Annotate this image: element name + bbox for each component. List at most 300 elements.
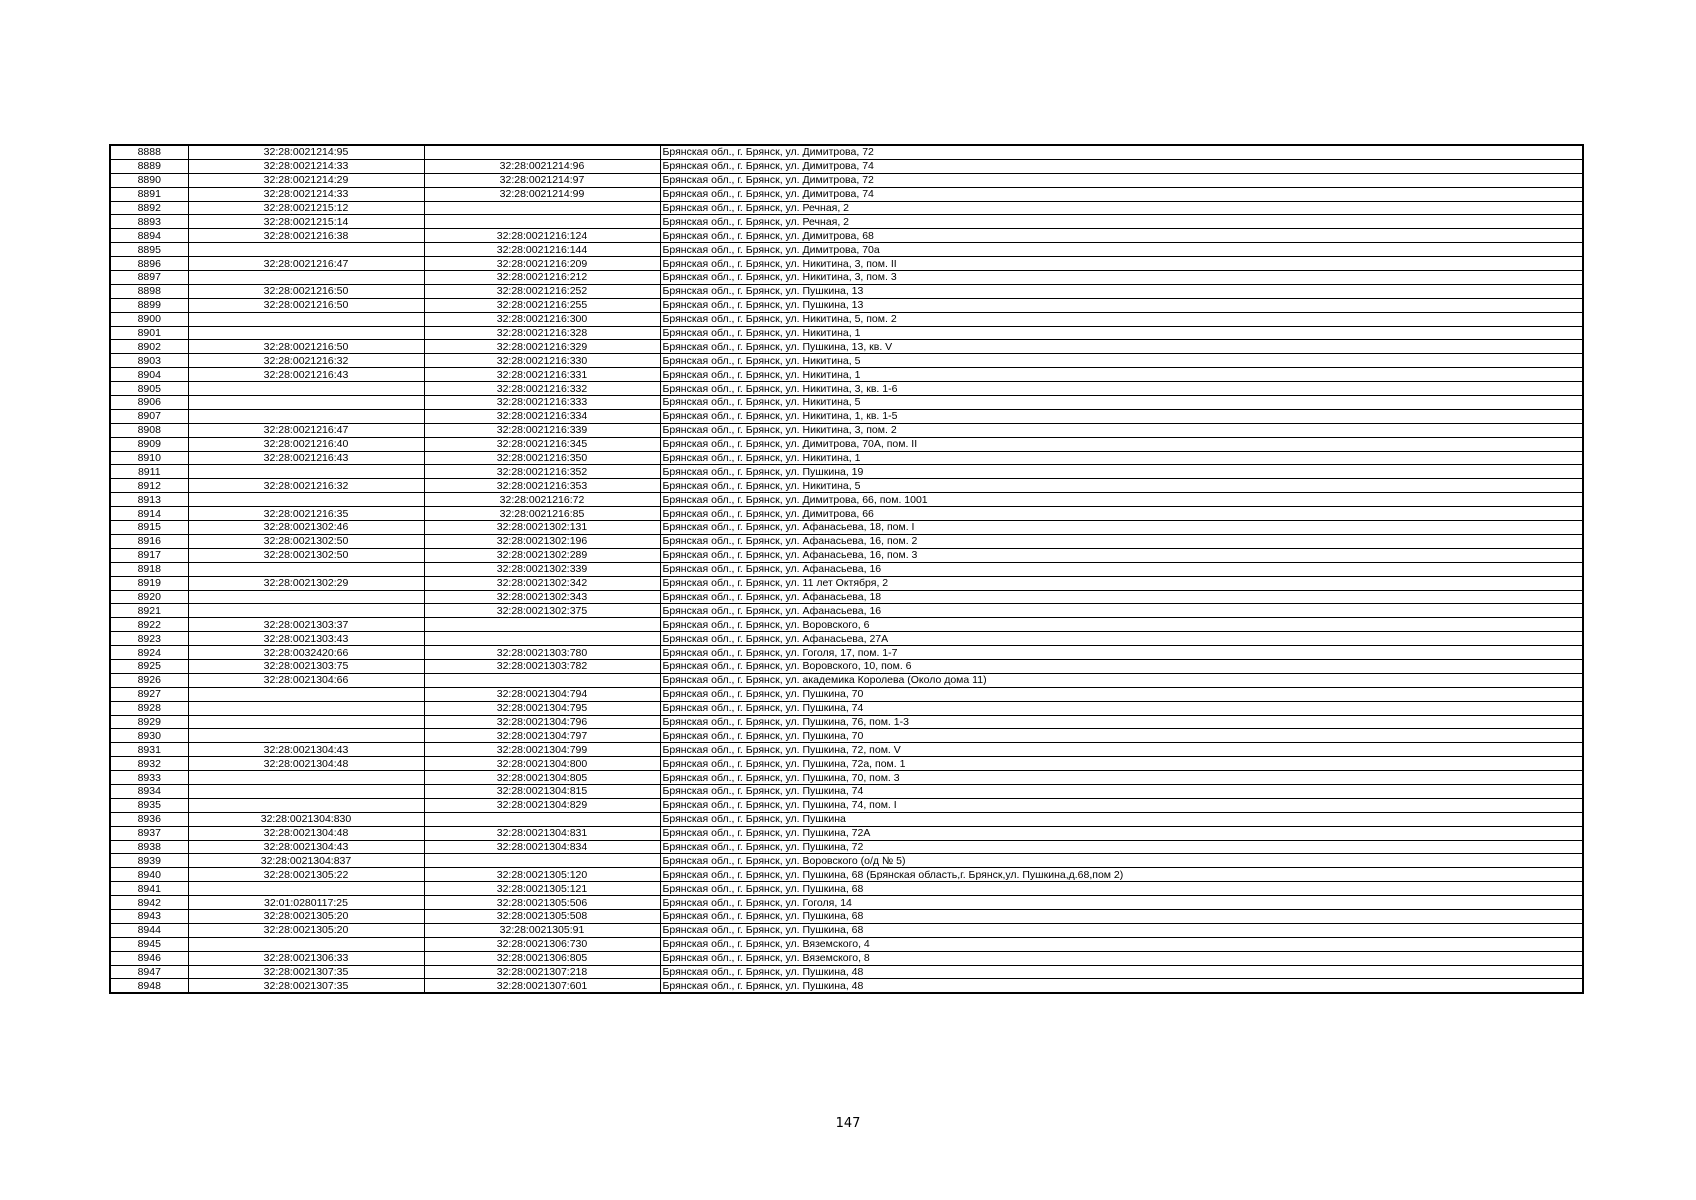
cadastral-number-object <box>424 201 660 215</box>
row-number: 8944 <box>110 923 188 937</box>
table-row <box>110 812 1583 826</box>
cadastral-number-land: 32:28:0021303:43 <box>188 632 424 646</box>
address: Брянская обл., г. Брянск, ул. Воровского, 6 <box>660 618 1583 632</box>
table-row <box>110 729 1583 743</box>
table-row <box>110 868 1583 882</box>
row-number: 8908 <box>110 423 188 437</box>
cadastral-number-land <box>188 729 424 743</box>
table-row <box>110 826 1583 840</box>
address: Брянская обл., г. Брянск, ул. Никитина, 5 <box>660 396 1583 410</box>
table-row <box>110 882 1583 896</box>
row-number: 8927 <box>110 687 188 701</box>
cadastral-number-land <box>188 562 424 576</box>
address: Брянская обл., г. Брянск, ул. Димитрова, 72 <box>660 173 1583 187</box>
row-number: 8913 <box>110 493 188 507</box>
cadastral-number-object: 32:28:0021302:196 <box>424 534 660 548</box>
table-row <box>110 257 1583 271</box>
table-row <box>110 396 1583 410</box>
cadastral-number-land: 32:28:0021305:20 <box>188 909 424 923</box>
table-row <box>110 243 1583 257</box>
table-row <box>110 548 1583 562</box>
cadastral-number-object: 32:28:0021304:799 <box>424 743 660 757</box>
cadastral-table <box>109 144 1584 994</box>
row-number: 8919 <box>110 576 188 590</box>
address: Брянская обл., г. Брянск, ул. Воровского, 10, пом. 6 <box>660 659 1583 673</box>
cadastral-number-land <box>188 687 424 701</box>
row-number: 8895 <box>110 243 188 257</box>
cadastral-number-object: 32:28:0021214:99 <box>424 187 660 201</box>
cadastral-number-land: 32:28:0021216:50 <box>188 298 424 312</box>
cadastral-number-land <box>188 243 424 257</box>
cadastral-number-object: 32:28:0021216:352 <box>424 465 660 479</box>
address: Брянская обл., г. Брянск, ул. Пушкина, 74 <box>660 784 1583 798</box>
table-row <box>110 465 1583 479</box>
cadastral-number-object: 32:28:0021216:212 <box>424 271 660 285</box>
table-row <box>110 909 1583 923</box>
cadastral-number-land <box>188 882 424 896</box>
table-row <box>110 618 1583 632</box>
cadastral-number-object: 32:28:0021305:91 <box>424 923 660 937</box>
row-number: 8947 <box>110 965 188 979</box>
row-number: 8936 <box>110 812 188 826</box>
cadastral-number-object: 32:28:0021214:96 <box>424 159 660 173</box>
address: Брянская обл., г. Брянск, ул. Афанасьева, 18 <box>660 590 1583 604</box>
cadastral-number-land: 32:28:0021216:40 <box>188 437 424 451</box>
cadastral-number-land <box>188 590 424 604</box>
table-row <box>110 965 1583 979</box>
table-row <box>110 951 1583 965</box>
table-row <box>110 632 1583 646</box>
table-row <box>110 937 1583 951</box>
cadastral-number-land <box>188 271 424 285</box>
row-number: 8890 <box>110 173 188 187</box>
table-row <box>110 298 1583 312</box>
address: Брянская обл., г. Брянск, ул. Пушкина, 13 <box>660 284 1583 298</box>
address: Брянская обл., г. Брянск, ул. Димитрова, 74 <box>660 159 1583 173</box>
cadastral-number-object: 32:28:0021216:334 <box>424 409 660 423</box>
row-number: 8918 <box>110 562 188 576</box>
cadastral-number-object: 32:28:0021304:834 <box>424 840 660 854</box>
address: Брянская обл., г. Брянск, ул. Пушкина, 48 <box>660 979 1583 993</box>
table-row <box>110 354 1583 368</box>
address: Брянская обл., г. Брянск, ул. Афанасьева, 16 <box>660 562 1583 576</box>
row-number: 8903 <box>110 354 188 368</box>
cadastral-number-object: 32:28:0021216:339 <box>424 423 660 437</box>
address: Брянская обл., г. Брянск, ул. Никитина, 1 <box>660 451 1583 465</box>
cadastral-number-object: 32:28:0021216:329 <box>424 340 660 354</box>
table-row <box>110 784 1583 798</box>
cadastral-number-land: 32:28:0021306:33 <box>188 951 424 965</box>
cadastral-number-object: 32:28:0021216:300 <box>424 312 660 326</box>
address: Брянская обл., г. Брянск, ул. академика Королева (Около дома 11) <box>660 673 1583 687</box>
row-number: 8925 <box>110 659 188 673</box>
cadastral-number-land: 32:28:0021304:830 <box>188 812 424 826</box>
cadastral-number-object: 32:28:0021304:805 <box>424 771 660 785</box>
address: Брянская обл., г. Брянск, ул. Димитрова, 66, пом. 1001 <box>660 493 1583 507</box>
cadastral-number-object: 32:28:0021304:796 <box>424 715 660 729</box>
address: Брянская обл., г. Брянск, ул. Пушкина, 68 <box>660 923 1583 937</box>
table-row <box>110 979 1583 993</box>
row-number: 8939 <box>110 854 188 868</box>
row-number: 8912 <box>110 479 188 493</box>
table-row <box>110 507 1583 521</box>
cadastral-number-object: 32:28:0021302:342 <box>424 576 660 590</box>
row-number: 8888 <box>110 145 188 159</box>
row-number: 8897 <box>110 271 188 285</box>
row-number: 8909 <box>110 437 188 451</box>
address: Брянская обл., г. Брянск, ул. Воровского (о/д № 5) <box>660 854 1583 868</box>
address: Брянская обл., г. Брянск, ул. Никитина, 3, пом. 2 <box>660 423 1583 437</box>
row-number: 8942 <box>110 896 188 910</box>
cadastral-number-object: 32:28:0021216:353 <box>424 479 660 493</box>
address: Брянская обл., г. Брянск, ул. Никитина, 3, пом. 3 <box>660 271 1583 285</box>
table-row <box>110 326 1583 340</box>
address: Брянская обл., г. Брянск, ул. Никитина, 1 <box>660 326 1583 340</box>
address: Брянская обл., г. Брянск, ул. Афанасьева, 16, пом. 2 <box>660 534 1583 548</box>
row-number: 8932 <box>110 757 188 771</box>
cadastral-number-land <box>188 937 424 951</box>
row-number: 8914 <box>110 507 188 521</box>
cadastral-number-object: 32:28:0021302:375 <box>424 604 660 618</box>
cadastral-number-object: 32:28:0021305:120 <box>424 868 660 882</box>
cadastral-number-object: 32:28:0021216:124 <box>424 229 660 243</box>
table-row <box>110 479 1583 493</box>
address: Брянская обл., г. Брянск, ул. Пушкина, 68 (Брянская область,г. Брянск,ул. Пушкина,д.68,пом 2) <box>660 868 1583 882</box>
table-row <box>110 757 1583 771</box>
cadastral-number-object: 32:28:0021216:345 <box>424 437 660 451</box>
cadastral-number-object: 32:28:0021304:794 <box>424 687 660 701</box>
table-row <box>110 340 1583 354</box>
row-number: 8933 <box>110 771 188 785</box>
address: Брянская обл., г. Брянск, ул. Речная, 2 <box>660 215 1583 229</box>
address: Брянская обл., г. Брянск, ул. Пушкина, 72 <box>660 840 1583 854</box>
row-number: 8917 <box>110 548 188 562</box>
row-number: 8915 <box>110 521 188 535</box>
cadastral-number-object: 32:28:0021304:797 <box>424 729 660 743</box>
table-row <box>110 923 1583 937</box>
address: Брянская обл., г. Брянск, ул. Пушкина, 76, пом. 1-3 <box>660 715 1583 729</box>
cadastral-number-object: 32:28:0021306:805 <box>424 951 660 965</box>
address: Брянская обл., г. Брянск, ул. Пушкина, 74, пом. I <box>660 798 1583 812</box>
table-row <box>110 493 1583 507</box>
cadastral-number-object: 32:28:0021216:72 <box>424 493 660 507</box>
cadastral-number-land: 32:28:0021302:29 <box>188 576 424 590</box>
row-number: 8926 <box>110 673 188 687</box>
cadastral-number-land: 32:28:0021303:75 <box>188 659 424 673</box>
cadastral-number-land: 32:28:0021307:35 <box>188 979 424 993</box>
cadastral-number-land: 32:28:0021216:32 <box>188 354 424 368</box>
table-row <box>110 409 1583 423</box>
cadastral-number-object: 32:28:0021305:506 <box>424 896 660 910</box>
row-number: 8911 <box>110 465 188 479</box>
row-number: 8900 <box>110 312 188 326</box>
row-number: 8916 <box>110 534 188 548</box>
table-row <box>110 743 1583 757</box>
table-row <box>110 687 1583 701</box>
cadastral-number-object: 32:28:0021303:780 <box>424 646 660 660</box>
address: Брянская обл., г. Брянск, ул. Пушкина, 68 <box>660 882 1583 896</box>
table-row <box>110 659 1583 673</box>
address: Брянская обл., г. Брянск, ул. Гоголя, 14 <box>660 896 1583 910</box>
address: Брянская обл., г. Брянск, ул. Пушкина, 72, пом. V <box>660 743 1583 757</box>
cadastral-number-land <box>188 798 424 812</box>
cadastral-number-land <box>188 409 424 423</box>
table-row <box>110 368 1583 382</box>
address: Брянская обл., г. Брянск, ул. Афанасьева, 16, пом. 3 <box>660 548 1583 562</box>
address: Брянская обл., г. Брянск, ул. Никитина, 3, пом. II <box>660 257 1583 271</box>
address: Брянская обл., г. Брянск, ул. Пушкина, 48 <box>660 965 1583 979</box>
table-row <box>110 423 1583 437</box>
cadastral-number-object: 32:28:0021306:730 <box>424 937 660 951</box>
row-number: 8924 <box>110 646 188 660</box>
row-number: 8921 <box>110 604 188 618</box>
table-row <box>110 646 1583 660</box>
cadastral-number-land: 32:28:0021304:43 <box>188 743 424 757</box>
address: Брянская обл., г. Брянск, ул. Пушкина, 19 <box>660 465 1583 479</box>
cadastral-number-land: 32:28:0021216:35 <box>188 507 424 521</box>
cadastral-number-land <box>188 771 424 785</box>
cadastral-number-object: 32:28:0021216:331 <box>424 368 660 382</box>
cadastral-number-land: 32:28:0021305:20 <box>188 923 424 937</box>
address: Брянская обл., г. Брянск, ул. Афанасьева, 16 <box>660 604 1583 618</box>
cadastral-number-object <box>424 673 660 687</box>
row-number: 8940 <box>110 868 188 882</box>
cadastral-number-object: 32:28:0021302:343 <box>424 590 660 604</box>
address: Брянская обл., г. Брянск, ул. Никитина, 3, кв. 1-6 <box>660 382 1583 396</box>
cadastral-number-object: 32:28:0021216:333 <box>424 396 660 410</box>
address: Брянская обл., г. Брянск, ул. Вяземского, 8 <box>660 951 1583 965</box>
row-number: 8948 <box>110 979 188 993</box>
address: Брянская обл., г. Брянск, ул. Пушкина, 72А <box>660 826 1583 840</box>
cadastral-number-land: 32:28:0021216:43 <box>188 368 424 382</box>
cadastral-number-object <box>424 854 660 868</box>
cadastral-number-land <box>188 493 424 507</box>
row-number: 8891 <box>110 187 188 201</box>
table-row <box>110 382 1583 396</box>
cadastral-number-land <box>188 784 424 798</box>
address: Брянская обл., г. Брянск, ул. Пушкина, 13 <box>660 298 1583 312</box>
cadastral-number-land: 32:28:0021303:37 <box>188 618 424 632</box>
cadastral-number-object: 32:28:0021216:330 <box>424 354 660 368</box>
cadastral-number-land: 32:28:0021215:12 <box>188 201 424 215</box>
row-number: 8920 <box>110 590 188 604</box>
address: Брянская обл., г. Брянск, ул. Пушкина <box>660 812 1583 826</box>
row-number: 8902 <box>110 340 188 354</box>
cadastral-number-object: 32:28:0021216:85 <box>424 507 660 521</box>
cadastral-number-land: 32:28:0021216:47 <box>188 423 424 437</box>
address: Брянская обл., г. Брянск, ул. Димитрова, 70А, пом. II <box>660 437 1583 451</box>
cadastral-number-object: 32:28:0021216:209 <box>424 257 660 271</box>
page-number: 147 <box>835 1116 861 1131</box>
address: Брянская обл., г. Брянск, ул. Пушкина, 70, пом. 3 <box>660 771 1583 785</box>
table-row <box>110 701 1583 715</box>
row-number: 8892 <box>110 201 188 215</box>
cadastral-number-object: 32:28:0021304:831 <box>424 826 660 840</box>
cadastral-number-object: 32:28:0021304:795 <box>424 701 660 715</box>
cadastral-number-land: 32:28:0021304:43 <box>188 840 424 854</box>
address: Брянская обл., г. Брянск, ул. Афанасьева, 18, пом. I <box>660 521 1583 535</box>
cadastral-number-object <box>424 215 660 229</box>
table-row <box>110 521 1583 535</box>
address: Брянская обл., г. Брянск, ул. Димитрова, 70а <box>660 243 1583 257</box>
address: Брянская обл., г. Брянск, ул. Никитина, 5 <box>660 354 1583 368</box>
cadastral-number-object: 32:28:0021216:144 <box>424 243 660 257</box>
row-number: 8907 <box>110 409 188 423</box>
table-row <box>110 562 1583 576</box>
address: Брянская обл., г. Брянск, ул. Пушкина, 68 <box>660 909 1583 923</box>
cadastral-number-land: 32:28:0021304:837 <box>188 854 424 868</box>
cadastral-number-land: 32:28:0021302:50 <box>188 548 424 562</box>
row-number: 8922 <box>110 618 188 632</box>
row-number: 8928 <box>110 701 188 715</box>
cadastral-number-land <box>188 326 424 340</box>
cadastral-number-object: 32:28:0021303:782 <box>424 659 660 673</box>
table-row <box>110 604 1583 618</box>
cadastral-number-object <box>424 632 660 646</box>
cadastral-number-land <box>188 701 424 715</box>
cadastral-number-land <box>188 312 424 326</box>
address: Брянская обл., г. Брянск, ул. Вяземского, 4 <box>660 937 1583 951</box>
row-number: 8898 <box>110 284 188 298</box>
cadastral-number-object: 32:28:0021216:350 <box>424 451 660 465</box>
row-number: 8934 <box>110 784 188 798</box>
cadastral-number-land: 32:28:0021214:33 <box>188 159 424 173</box>
cadastral-number-land: 32:28:0021216:32 <box>188 479 424 493</box>
address: Брянская обл., г. Брянск, ул. Пушкина, 70 <box>660 729 1583 743</box>
cadastral-number-land: 32:28:0021302:50 <box>188 534 424 548</box>
address: Брянская обл., г. Брянск, ул. Димитрова, 74 <box>660 187 1583 201</box>
cadastral-number-object: 32:28:0021216:328 <box>424 326 660 340</box>
address: Брянская обл., г. Брянск, ул. Никитина, 5, пом. 2 <box>660 312 1583 326</box>
row-number: 8910 <box>110 451 188 465</box>
row-number: 8941 <box>110 882 188 896</box>
cadastral-number-object: 32:28:0021302:289 <box>424 548 660 562</box>
row-number: 8894 <box>110 229 188 243</box>
row-number: 8901 <box>110 326 188 340</box>
table-row <box>110 798 1583 812</box>
cadastral-number-object: 32:28:0021216:332 <box>424 382 660 396</box>
cadastral-number-land: 32:01:0280117:25 <box>188 896 424 910</box>
cadastral-number-land <box>188 465 424 479</box>
cadastral-number-object: 32:28:0021216:252 <box>424 284 660 298</box>
row-number: 8938 <box>110 840 188 854</box>
cadastral-number-land: 32:28:0021214:95 <box>188 145 424 159</box>
cadastral-number-object: 32:28:0021302:131 <box>424 521 660 535</box>
table-row <box>110 145 1583 159</box>
address: Брянская обл., г. Брянск, ул. Речная, 2 <box>660 201 1583 215</box>
cadastral-number-land: 32:28:0021302:46 <box>188 521 424 535</box>
cadastral-number-land <box>188 396 424 410</box>
row-number: 8899 <box>110 298 188 312</box>
cadastral-number-object: 32:28:0021304:815 <box>424 784 660 798</box>
table-row <box>110 771 1583 785</box>
address: Брянская обл., г. Брянск, ул. Никитина, 1 <box>660 368 1583 382</box>
cadastral-number-object <box>424 145 660 159</box>
row-number: 8923 <box>110 632 188 646</box>
cadastral-number-land <box>188 604 424 618</box>
table-row <box>110 187 1583 201</box>
address: Брянская обл., г. Брянск, ул. Никитина, 5 <box>660 479 1583 493</box>
cadastral-number-land: 32:28:0021215:14 <box>188 215 424 229</box>
cadastral-number-land: 32:28:0032420:66 <box>188 646 424 660</box>
table-row <box>110 576 1583 590</box>
cadastral-number-land: 32:28:0021216:50 <box>188 284 424 298</box>
row-number: 8937 <box>110 826 188 840</box>
table-row <box>110 534 1583 548</box>
address: Брянская обл., г. Брянск, ул. Димитрова, 68 <box>660 229 1583 243</box>
table-body <box>110 145 1583 993</box>
row-number: 8935 <box>110 798 188 812</box>
table-row <box>110 854 1583 868</box>
table-row <box>110 229 1583 243</box>
row-number: 8931 <box>110 743 188 757</box>
cadastral-number-land: 32:28:0021304:48 <box>188 826 424 840</box>
cadastral-number-land: 32:28:0021304:48 <box>188 757 424 771</box>
cadastral-number-land: 32:28:0021305:22 <box>188 868 424 882</box>
cadastral-number-object: 32:28:0021307:218 <box>424 965 660 979</box>
address: Брянская обл., г. Брянск, ул. Димитрова, 72 <box>660 145 1583 159</box>
address: Брянская обл., г. Брянск, ул. Гоголя, 17, пом. 1-7 <box>660 646 1583 660</box>
table-row <box>110 312 1583 326</box>
cadastral-number-land: 32:28:0021214:29 <box>188 173 424 187</box>
address: Брянская обл., г. Брянск, ул. Афанасьева, 27А <box>660 632 1583 646</box>
cadastral-number-land <box>188 382 424 396</box>
address: Брянская обл., г. Брянск, ул. Пушкина, 72а, пом. 1 <box>660 757 1583 771</box>
row-number: 8929 <box>110 715 188 729</box>
row-number: 8896 <box>110 257 188 271</box>
table-row <box>110 159 1583 173</box>
cadastral-number-land: 32:28:0021214:33 <box>188 187 424 201</box>
table-row <box>110 271 1583 285</box>
cadastral-number-land: 32:28:0021307:35 <box>188 965 424 979</box>
row-number: 8905 <box>110 382 188 396</box>
table-row <box>110 896 1583 910</box>
cadastral-number-object: 32:28:0021307:601 <box>424 979 660 993</box>
table-row <box>110 451 1583 465</box>
table-row <box>110 715 1583 729</box>
cadastral-number-object: 32:28:0021305:508 <box>424 909 660 923</box>
address: Брянская обл., г. Брянск, ул. Пушкина, 74 <box>660 701 1583 715</box>
table-row <box>110 590 1583 604</box>
address: Брянская обл., г. Брянск, ул. Пушкина, 70 <box>660 687 1583 701</box>
cadastral-number-land: 32:28:0021304:66 <box>188 673 424 687</box>
table-row <box>110 437 1583 451</box>
address: Брянская обл., г. Брянск, ул. Никитина, 1, кв. 1-5 <box>660 409 1583 423</box>
row-number: 8906 <box>110 396 188 410</box>
row-number: 8943 <box>110 909 188 923</box>
cadastral-number-object: 32:28:0021302:339 <box>424 562 660 576</box>
cadastral-number-object <box>424 618 660 632</box>
row-number: 8945 <box>110 937 188 951</box>
row-number: 8904 <box>110 368 188 382</box>
table-row <box>110 284 1583 298</box>
cadastral-number-land: 32:28:0021216:50 <box>188 340 424 354</box>
address: Брянская обл., г. Брянск, ул. Пушкина, 13, кв. V <box>660 340 1583 354</box>
row-number: 8930 <box>110 729 188 743</box>
cadastral-number-object: 32:28:0021304:800 <box>424 757 660 771</box>
cadastral-number-object <box>424 812 660 826</box>
cadastral-number-land: 32:28:0021216:47 <box>188 257 424 271</box>
cadastral-number-land: 32:28:0021216:38 <box>188 229 424 243</box>
cadastral-number-object: 32:28:0021304:829 <box>424 798 660 812</box>
cadastral-number-land: 32:28:0021216:43 <box>188 451 424 465</box>
address: Брянская обл., г. Брянск, ул. Димитрова, 66 <box>660 507 1583 521</box>
table-row <box>110 840 1583 854</box>
cadastral-number-object: 32:28:0021216:255 <box>424 298 660 312</box>
table-row <box>110 215 1583 229</box>
row-number: 8889 <box>110 159 188 173</box>
cadastral-number-object: 32:28:0021305:121 <box>424 882 660 896</box>
